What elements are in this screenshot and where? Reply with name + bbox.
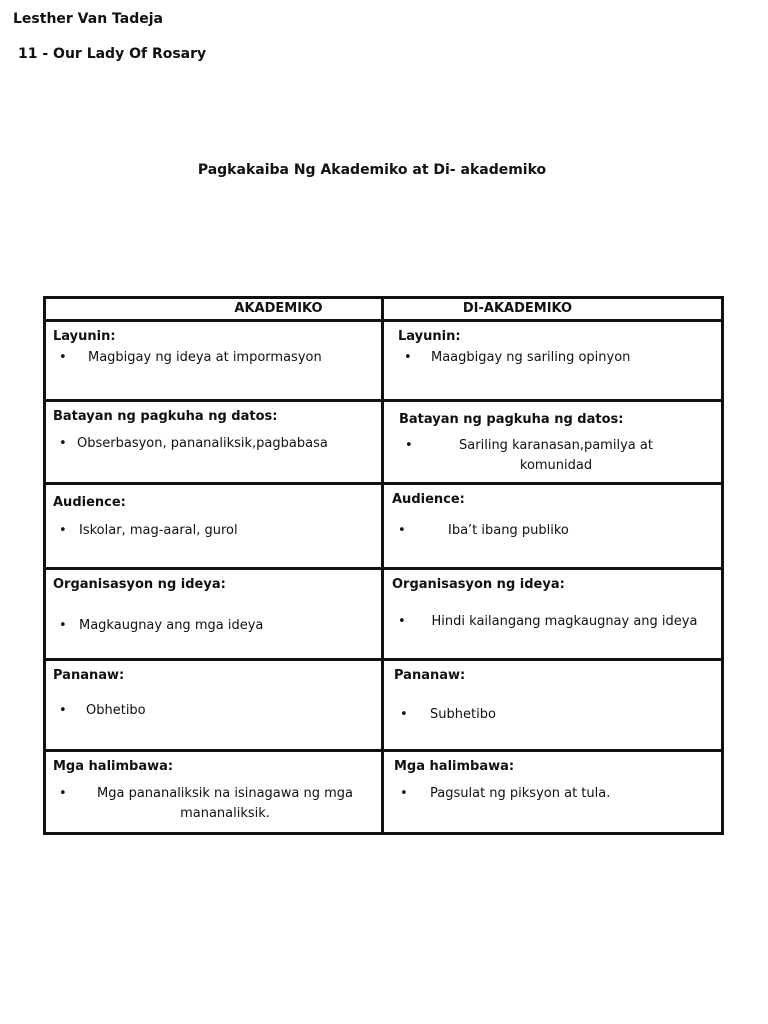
row-label: Layunin: — [398, 329, 461, 344]
list-item: • Maagbigay ng sariling opinyon — [398, 348, 713, 368]
list-item: • Pagsulat ng piksyon at tula. — [394, 784, 713, 804]
row-label: Batayan ng pagkuha ng datos: — [399, 412, 624, 427]
bullet-list — [394, 705, 713, 725]
table-cell-akademiko — [45, 401, 383, 484]
table-cell-di-akademiko — [383, 569, 723, 660]
column-header-akademiko: AKADEMIKO — [45, 298, 383, 321]
list-item: • Obserbasyon, pananaliksik,pagbabasa — [53, 434, 373, 454]
row-label: Organisasyon ng ideya: — [392, 577, 565, 592]
comparison-table — [43, 296, 724, 835]
row-label: Batayan ng pagkuha ng datos: — [53, 409, 278, 424]
list-item: • Hindi kailangang magkaugnay ang ideya — [392, 612, 713, 632]
list-item: • Iskolar, mag-aaral, gurol — [53, 521, 373, 541]
table-cell-akademiko — [45, 569, 383, 660]
row-label: Pananaw: — [394, 668, 466, 683]
row-label: Audience: — [53, 495, 126, 510]
table-row — [45, 401, 723, 484]
row-label: Mga halimbawa: — [394, 759, 515, 774]
list-item: • Obhetibo — [53, 701, 373, 721]
class-section: 11 - Our Lady Of Rosary — [18, 46, 207, 62]
table-row — [45, 321, 723, 401]
table-row — [45, 660, 723, 751]
row-label: Layunin: — [53, 329, 116, 344]
bullet-list — [392, 612, 713, 632]
list-item: • Sariling karanasan,pamilya at komunidad — [399, 436, 713, 476]
bullet-list — [399, 436, 713, 476]
table-cell-akademiko — [45, 660, 383, 751]
bullet-list — [53, 701, 373, 721]
column-header-di-akademiko: DI-AKADEMIKO — [383, 298, 723, 321]
table-cell-di-akademiko — [383, 484, 723, 569]
list-item: • Subhetibo — [394, 705, 713, 725]
row-label: Organisasyon ng ideya: — [53, 577, 226, 592]
list-item: • Magkaugnay ang mga ideya — [53, 616, 373, 636]
row-label: Pananaw: — [53, 668, 125, 683]
bullet-list — [398, 348, 713, 368]
table-cell-di-akademiko — [383, 660, 723, 751]
list-item: • Magbigay ng ideya at impormasyon — [53, 348, 373, 368]
bullet-list — [53, 784, 373, 824]
bullet-list — [53, 616, 373, 636]
bullet-list — [53, 521, 373, 541]
table-row — [45, 569, 723, 660]
table-header-row — [45, 298, 723, 321]
table-cell-di-akademiko — [383, 751, 723, 834]
page-title: Pagkakaiba Ng Akademiko at Di- akademiko — [197, 162, 547, 178]
bullet-list — [53, 348, 373, 368]
table-cell-di-akademiko — [383, 321, 723, 401]
bullet-list — [53, 434, 373, 454]
list-item: • Mga pananaliksik na isinagawa ng mga mananaliksik. — [53, 784, 373, 824]
table-cell-di-akademiko — [383, 401, 723, 484]
bullet-list — [392, 521, 713, 541]
bullet-list — [394, 784, 713, 804]
table-row — [45, 484, 723, 569]
author-name: Lesther Van Tadeja — [13, 11, 163, 27]
table-row — [45, 751, 723, 834]
row-label: Audience: — [392, 492, 465, 507]
table-cell-akademiko — [45, 751, 383, 834]
list-item: • Iba’t ibang publiko — [392, 521, 713, 541]
row-label: Mga halimbawa: — [53, 759, 174, 774]
table-cell-akademiko — [45, 321, 383, 401]
table-cell-akademiko — [45, 484, 383, 569]
